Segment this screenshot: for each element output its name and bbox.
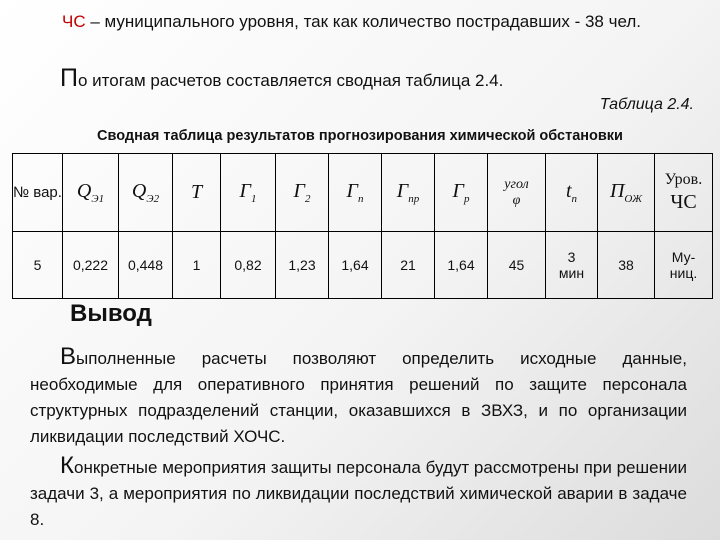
intro-text: – муниципального уровня, так как количество пострадавших - 38 чел. — [85, 12, 641, 31]
summary-line — [60, 64, 503, 93]
table-row — [13, 232, 713, 299]
summary-text: о итогам расчетов составляется сводная таблица 2.4. — [77, 71, 504, 90]
cell-num: 5 — [13, 232, 63, 299]
conclusion-paragraph-2: Конкретные мероприятия защиты персонала будут рассмотрены при решении задачи 3, а мероприятия по ликвидации последствий химической аварии в задаче 8. — [30, 452, 687, 529]
results-table — [12, 153, 713, 299]
header-q1: $Q_{Э1}$ — [63, 154, 119, 232]
table-title: Сводная таблица результатов прогнозирования химической обстановки — [97, 128, 623, 144]
header-q2: $Q_{Э2}$ — [119, 154, 173, 232]
cell-q1: 0,222 — [63, 232, 119, 299]
conclusion-paragraph-1: Выполненные расчеты позволяют определить исходные данные, необходимые для оперативного принятия решений по защите персонала структурных подразделений станции, оказавшихся в ЗВХЗ, и по организации ликвидации последствий ХОЧС. — [30, 343, 687, 446]
intro-paragraph — [30, 10, 695, 33]
summary-first-letter: П — [60, 64, 78, 92]
cs-abbreviation: ЧС — [62, 12, 86, 31]
cell-pozh: 38 — [598, 232, 655, 299]
header-level: Уров. ЧС — [655, 154, 713, 232]
table-header-row — [13, 154, 713, 232]
table-caption: Таблица 2.4. — [599, 96, 694, 113]
header-t: T — [173, 154, 221, 232]
cell-g1: 0,82 — [221, 232, 276, 299]
cell-g2: 1,23 — [276, 232, 329, 299]
cell-gr: 1,64 — [435, 232, 488, 299]
header-angle: угол φ — [488, 154, 546, 232]
conclusion-title: Вывод — [70, 300, 152, 327]
cell-t: 1 — [173, 232, 221, 299]
header-g1: $Г_1$ — [221, 154, 276, 232]
cell-gn: 1,64 — [329, 232, 382, 299]
cell-gpr: 21 — [382, 232, 435, 299]
header-num: № вар. — [13, 154, 63, 232]
header-pozh: $П_{ОЖ}$ — [598, 154, 655, 232]
header-tn: $t_п$ — [546, 154, 598, 232]
header-g2: $Г_2$ — [276, 154, 329, 232]
cell-tn: 3 мин — [546, 232, 598, 299]
cell-angle: 45 — [488, 232, 546, 299]
header-gn: $Г_п$ — [329, 154, 382, 232]
header-gpr: $Г_{пр}$ — [382, 154, 435, 232]
header-gr: $Г_р$ — [435, 154, 488, 232]
cell-level: Му- ниц. — [655, 232, 713, 299]
cell-q2: 0,448 — [119, 232, 173, 299]
